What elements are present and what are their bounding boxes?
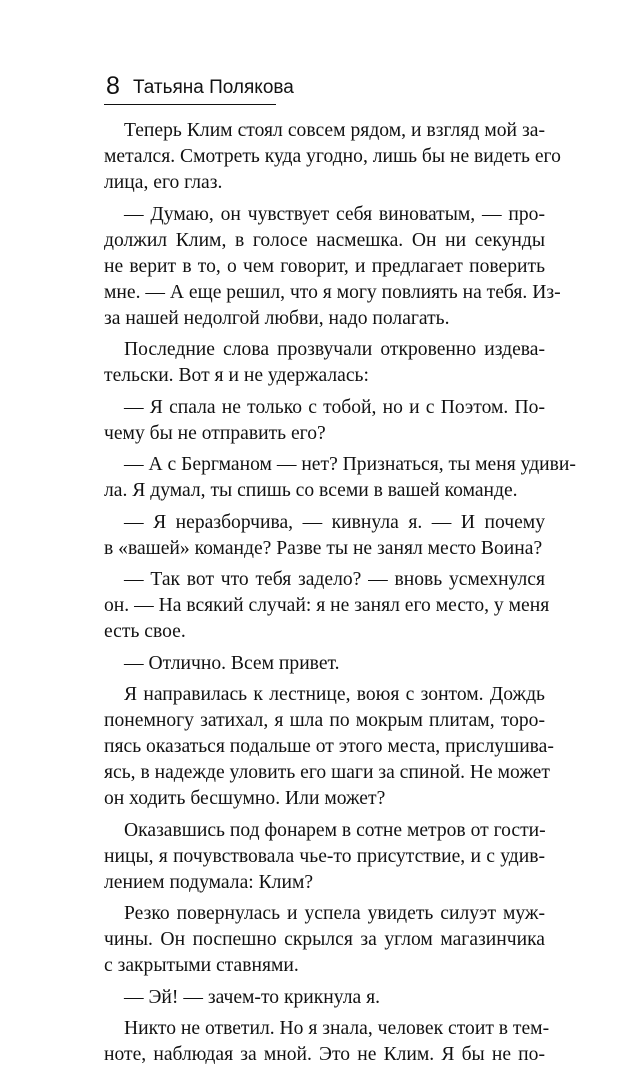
paragraph	[104, 452, 576, 504]
text-line: тельски. Вот я и не удержалась:	[104, 365, 369, 386]
text-line: — Я спала не только с тобой, но и с Поэтом. По-	[124, 396, 545, 418]
text-line: мне. — А еще решил, что я могу повлиять на тебя. Из-	[104, 281, 561, 303]
paragraph	[104, 818, 545, 896]
running-header	[104, 72, 294, 105]
text-line: с закрытыми ставнями.	[104, 955, 299, 976]
text-line: лица, его глаз.	[104, 172, 223, 193]
text-line: Никто не ответил. Но я знала, человек стоит в тем-	[124, 1018, 550, 1039]
paragraph	[104, 985, 545, 1011]
text-line: лением подумала: Клим?	[104, 871, 314, 893]
text-line: — Так вот что тебя задело? — вновь усмехнулся	[124, 569, 545, 590]
text-line: понемногу затихал, я шла по мокрым плитам, торо-	[104, 710, 545, 731]
text-line: чины. Он поспешно скрылся за углом магазинчика	[104, 929, 545, 950]
text-line: должил Клим, в голосе насмешка. Он ни секунды	[104, 229, 545, 251]
paragraph	[104, 1016, 550, 1068]
text-line: ноте, наблюдая за мной. Это не Клим. Я бы не по-	[104, 1044, 545, 1065]
text-line: чему бы не отправить его?	[104, 422, 326, 444]
text-line: — Думаю, он чувствует себя виноватым, — про-	[124, 203, 545, 225]
text-line: он. — На всякий случай: я не занял его место, у меня	[104, 595, 550, 616]
text-line: пясь оказаться подальше от этого места, прислушива-	[104, 736, 554, 757]
paragraph	[104, 118, 561, 196]
text-line: ясь, в надежде уловить его шаги за спиной. Не может	[104, 762, 550, 783]
text-line: — Эй! — зачем-то крикнула я.	[124, 986, 380, 1008]
text-line: метался. Смотреть куда угодно, лишь бы не видеть его	[104, 146, 561, 167]
text-line: ницы, я почувствовала чье-то присутствие, и с удив-	[104, 845, 545, 867]
paragraph	[104, 337, 545, 389]
text-line: — А с Бергманом — нет? Признаться, ты меня удиви-	[124, 454, 576, 475]
paragraph	[104, 901, 545, 979]
paragraph	[104, 202, 561, 332]
author-name: Татьяна Полякова	[133, 77, 294, 98]
paragraph	[104, 395, 545, 447]
text-line: Оказавшись под фонарем в сотне метров от гости-	[124, 819, 546, 841]
paragraph	[104, 567, 550, 645]
paragraph	[104, 510, 545, 562]
paragraph	[104, 651, 545, 677]
body-text	[104, 118, 576, 1068]
text-line: ла. Я думал, ты спишь со всеми в вашей команде.	[104, 480, 518, 501]
text-line: Я направилась к лестнице, воюя с зонтом. Дождь	[124, 684, 545, 705]
text-line: за нашей недолгой любви, надо полагать.	[104, 307, 450, 329]
text-line: — Отлично. Всем привет.	[124, 652, 340, 674]
text-line: Последние слова прозвучали откровенно издева-	[124, 339, 545, 360]
text-line: есть свое.	[104, 621, 186, 642]
text-line: в «вашей» команде? Разве ты не занял место Воина?	[104, 537, 543, 559]
paragraph	[104, 682, 554, 812]
text-line: он ходить бесшумно. Или может?	[104, 788, 386, 809]
text-line: не верит в то, о чем говорит, и предлагает поверить	[104, 255, 545, 277]
text-line: Резко повернулась и успела увидеть силуэт муж-	[124, 903, 545, 924]
page-number: 8	[106, 72, 120, 100]
text-line: — Я неразборчива, — кивнула я. — И почему	[124, 511, 545, 533]
text-line: Теперь Клим стоял совсем рядом, и взгляд мой за-	[124, 120, 545, 141]
